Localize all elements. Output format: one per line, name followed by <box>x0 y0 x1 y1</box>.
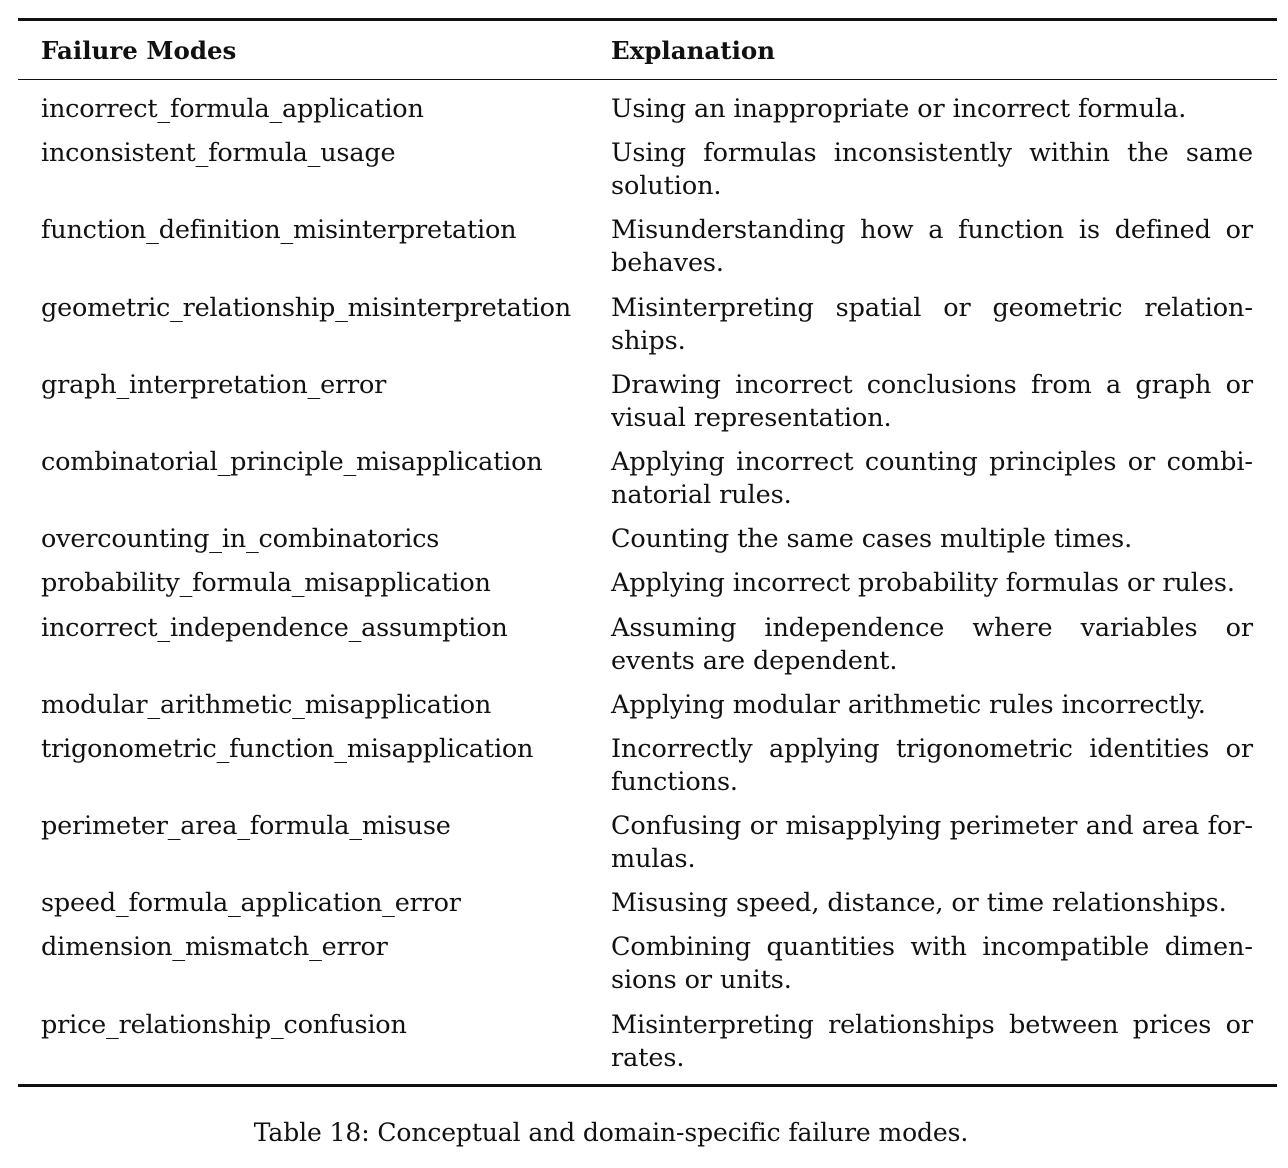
header-explanation: Explanation <box>611 35 776 65</box>
failure-mode-cell: combinatorial_principle_misapplication <box>41 446 543 477</box>
failure-mode-cell: incorrect_formula_application <box>41 94 424 124</box>
explanation-cell: Applying modular arithmetic rules incorrectly. <box>611 689 1206 720</box>
failure-mode-cell: trigonometric_function_misapplication <box>41 733 534 764</box>
table-row <box>18 887 1277 920</box>
failure-mode-cell: modular_arithmetic_misapplication <box>41 689 492 720</box>
failure-mode-cell: inconsistent_formula_usage <box>41 138 396 169</box>
failure-modes-table <box>18 18 1277 1087</box>
failure-mode-cell: overcounting_in_combinatorics <box>41 524 440 555</box>
explanation-cell: Misusing speed, distance, or time relationships. <box>611 888 1227 919</box>
explanation-cell: Applying incorrect probability formulas or rules. <box>611 568 1235 599</box>
table-row <box>18 733 1277 799</box>
explanation-cell: Assuming independence where variables or events are dependent. <box>611 612 1253 676</box>
explanation-cell: Misinterpreting spatial or geometric relationships. <box>611 292 1253 356</box>
explanation-cell: Applying incorrect counting principles or combinatorial rules. <box>611 446 1253 510</box>
table-header-row <box>18 21 1277 79</box>
table-row <box>18 523 1277 556</box>
table-bottom-rule <box>18 1084 1277 1087</box>
table-row <box>18 292 1277 358</box>
failure-mode-cell: graph_interpretation_error <box>41 369 387 400</box>
table-row <box>18 1009 1277 1075</box>
table-row <box>18 931 1277 997</box>
failure-mode-cell: price_relationship_confusion <box>41 1009 407 1040</box>
table-row <box>18 446 1277 512</box>
explanation-cell: Using an inappropriate or incorrect formula. <box>611 94 1187 124</box>
failure-mode-cell: perimeter_area_formula_misuse <box>41 811 451 842</box>
table-caption: Table 18: Conceptual and domain-specific failure modes. <box>253 1118 969 1147</box>
failure-mode-cell: function_definition_misinterpretation <box>41 215 517 246</box>
explanation-cell: Confusing or misapplying perimeter and area formulas. <box>611 811 1253 875</box>
explanation-cell: Misunderstanding how a function is defined or behaves. <box>611 215 1253 279</box>
explanation-cell: Using formulas inconsistently within the same solution. <box>611 138 1253 202</box>
explanation-cell: Drawing incorrect conclusions from a graph or visual representation. <box>611 369 1253 433</box>
explanation-cell: Counting the same cases multiple times. <box>611 524 1133 555</box>
table-row <box>18 93 1277 126</box>
failure-mode-cell: probability_formula_misapplication <box>41 568 491 599</box>
header-failure-modes: Failure Modes <box>41 35 237 65</box>
table-row <box>18 137 1277 203</box>
failure-mode-cell: speed_formula_application_error <box>41 888 461 919</box>
failure-mode-cell: incorrect_independence_assumption <box>41 612 508 643</box>
table-row <box>18 214 1277 280</box>
explanation-cell: Misinterpreting relationships between prices or rates. <box>611 1009 1253 1073</box>
failure-mode-cell: geometric_relationship_misinterpretation <box>41 292 571 323</box>
failure-mode-cell: dimension_mismatch_error <box>41 932 388 963</box>
table-row <box>18 567 1277 600</box>
table-row <box>18 810 1277 876</box>
explanation-cell: Combining quantities with incompatible dimensions or units. <box>611 932 1253 996</box>
table-body <box>18 80 1277 1084</box>
table-row <box>18 369 1277 435</box>
explanation-cell: Incorrectly applying trigonometric identities or functions. <box>611 733 1253 797</box>
table-row <box>18 689 1277 722</box>
table-row <box>18 612 1277 678</box>
